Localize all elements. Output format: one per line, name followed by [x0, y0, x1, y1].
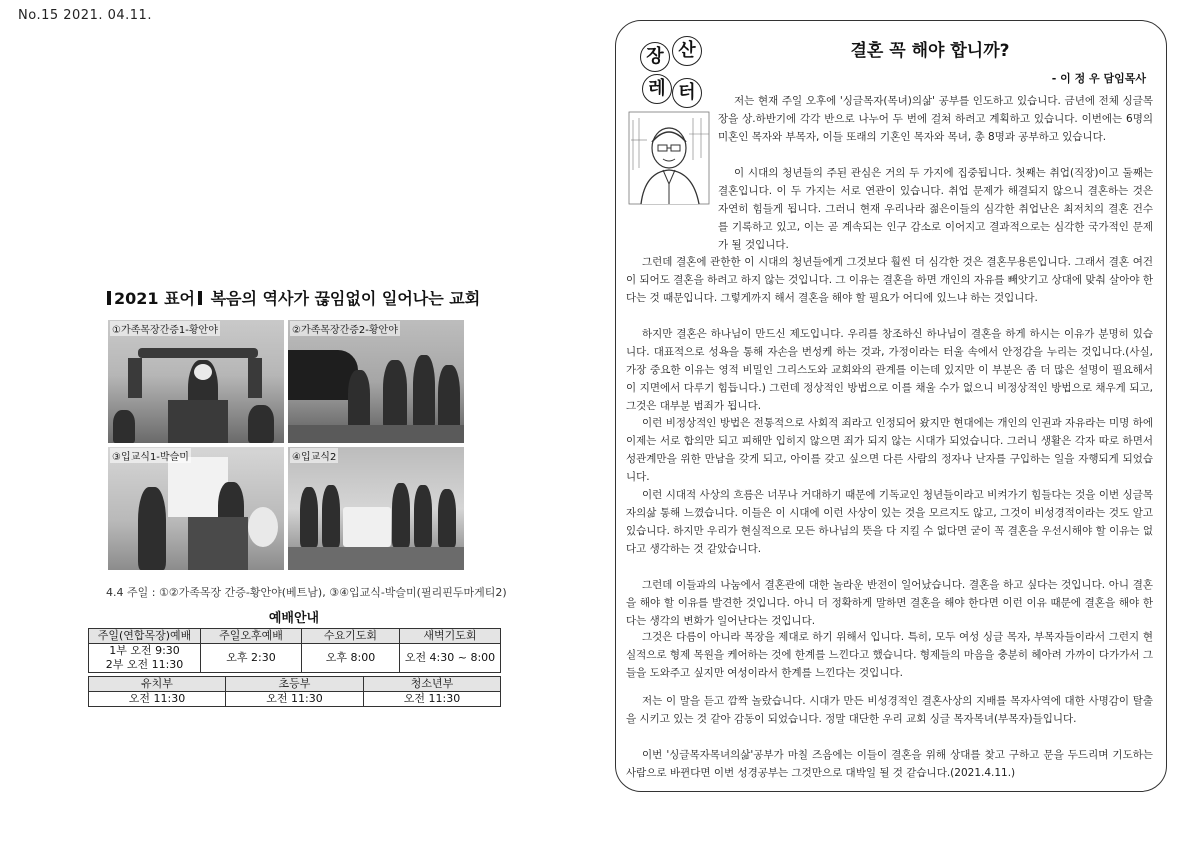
motto-text: 복음의 역사가 끊임없이 일어나는 교회	[210, 289, 481, 308]
photo-testimony-1	[108, 320, 284, 443]
cell-dawn-prayer: 오전 4:30 ~ 8:00	[400, 644, 501, 673]
cell-sunday-afternoon: 오후 2:30	[201, 644, 302, 673]
sunday-second-service: 2부 오전 11:30	[105, 658, 184, 671]
motto-bar-right	[198, 291, 202, 305]
motto-heading	[104, 286, 504, 309]
photo-confirmation-2	[288, 447, 464, 570]
column-badge-char-2: 산	[672, 36, 702, 66]
column-badge-char-1: 장	[640, 42, 670, 72]
photo-description: 4.4 주일 : ①②가족목장 간증-황안야(베트남), ③④입교식-박슬미(필리핀두마게티2)	[106, 586, 507, 599]
header-sunday-afternoon: 주일오후예배	[201, 629, 302, 644]
header-wednesday-prayer: 수요기도회	[302, 629, 400, 644]
motto-year: 2021 표어	[114, 289, 196, 308]
cell-elementary: 오전 11:30	[226, 692, 364, 707]
article-paragraph-6: 이런 시대적 사상의 흐름은 너무나 거대하기 때문에 기독교인 청년들이라고 비켜가기 힘들다는 것을 이번 싱글목자의삶 통해 느꼈습니다. 이들은 이 시대에 이런 사상이 있는 것을 모르지도 않고, 그것이 비성경적이라는 것도 알고 있습니다. 하지만 우리가 현실적으로 모든 하나님의 뜻을 다 지킬 수 없다면 굳이 꼭 결혼을 우선시해야 할 이유는 없다고 생각하는 것 같았습니다.	[626, 489, 1153, 555]
cell-kindergarten: 오전 11:30	[89, 692, 226, 707]
article-title: 결혼 꼭 해야 합니까?	[850, 41, 1010, 61]
photo-confirmation-1	[108, 447, 284, 570]
pastor-portrait-sketch	[627, 110, 711, 206]
header-youth: 청소년부	[364, 677, 501, 692]
cell-sunday-service	[89, 644, 201, 673]
photo-caption-4: ④입교식2	[290, 448, 338, 463]
article-paragraph-10: 이번 '싱글목자목녀의삶'공부가 마칠 즈음에는 이들이 결혼을 위해 상대를 찾고 구하고 문을 두드리며 기도하는 사람으로 바뀐다면 이번 성경공부는 그것만으로 대박일 될 것 같습니다.(2021.4.11.)	[626, 749, 1153, 779]
article-paragraph-8: 그것은 다름이 아니라 목장을 제대로 하기 위해서 입니다. 특히, 모두 여성 싱글 목자, 부목자들이라서 그런지 현실적으로 형제 목원을 케어하는 것에 한계를 느낀다고 했습니다. 형제들의 마음을 충분히 헤아려 가까이 다가가서 그들을 도와주고 싶지만 여성이라서 한계를 느낀다는 것입니다.	[626, 631, 1153, 679]
cell-youth: 오전 11:30	[364, 692, 501, 707]
article-paragraph-7: 그런데 이들과의 나눔에서 결혼관에 대한 놀라운 반전이 일어났습니다. 결혼을 하고 싶다는 것입니다. 아니 결혼을 해야 할 이유를 발견한 것입니다. 아니 더 정확하게 말하면 결혼을 해야 한다면 이런 이유 때문에 결혼을 해야 한다는 생각의 변화가 일어난다는 것입니다.	[626, 579, 1153, 627]
header-dawn-prayer: 새벽기도회	[400, 629, 501, 644]
article-paragraph-3: 그런데 결혼에 관한한 이 시대의 청년들에게 그것보다 훨씬 더 심각한 것은 결혼무용론입니다. 그래서 결혼 여건이 되어도 결혼을 하려고 하지 않는 것입니다. 그 이유는 결혼을 하면 개인의 자유를 빼앗기고 상대에 맞춰 살아야 한다는 것 때문입니다. 그렇게까지 해서 결혼을 해야 할 필요가 어디에 있느냐 하는 것입니다.	[626, 256, 1153, 304]
article-paragraph-9: 저는 이 말을 듣고 깜짝 놀랐습니다. 시대가 만든 비성경적인 결혼사상의 지배를 목자사역에 대한 사명감이 탈출을 시키고 있는 것 같아 감동이 되었습니다. 정말 대단한 우리 교회 싱글 목자목녀(부목자)들입니다.	[626, 695, 1153, 725]
worship-title: 예배안내	[268, 611, 320, 626]
photo-grid	[108, 320, 464, 570]
photo-caption-1: ①가족목장간증1-황안야	[110, 321, 220, 336]
worship-schedule-table	[88, 628, 501, 673]
sunday-first-service: 1부 오전 9:30	[109, 644, 180, 657]
article-author: - 이 정 우 담임목사	[1051, 72, 1146, 85]
header-elementary: 초등부	[226, 677, 364, 692]
header-kindergarten: 유치부	[89, 677, 226, 692]
article-paragraph-5: 이런 비정상적인 방법은 전통적으로 사회적 죄라고 인정되어 왔지만 현대에는 개인의 인권과 자유라는 미명 하에 이제는 서로 합의만 되고 피해만 입히지 않으면 죄가 되지 않는 시대가 되었습니다. 그러니 생활은 각자 따로 하면서 성관계만을 위한 만남을 갖게 되고, 아이를 갖고 싶으면 다른 사람의 정자나 난자를 구입하는 일을 자행되게 되었습니다.	[626, 417, 1153, 483]
photo-caption-2: ②가족목장간증2-황안야	[290, 321, 400, 336]
cell-wednesday-prayer: 오후 8:00	[302, 644, 400, 673]
photo-caption-3: ③입교식1-박슬미	[110, 448, 191, 463]
article-paragraph-2: 이 시대의 청년들의 주된 관심은 거의 두 가지에 집중됩니다. 첫째는 취업(직장)이고 둘째는 결혼입니다. 이 두 가지는 서로 연관이 있습니다. 취업 문제가 해결되지 않으니 결혼하는 것은 자연히 힘들게 됩니다. 그러니 현재 우리나라 젊은이들의 심각한 취업난은 최저치의 결혼 건수를 기록하고 있고, 이는 곧 계속되는 인구 감소로 이어지고 결과적으로는 심각한 국가적인 문제가 될 것입니다.	[718, 167, 1153, 251]
photo-testimony-2	[288, 320, 464, 443]
article-paragraph-1: 저는 현재 주일 오후에 '싱글목자(목녀)의삶' 공부를 인도하고 있습니다. 금년에 전체 싱글목장을 상.하반기에 각각 반으로 나누어 두 번에 걸쳐 하려고 계획하고 있습니다. 이번에는 6명의 미혼인 목자와 부목자, 이들 또래의 기혼인 목자와 목녀, 총 8명과 공부하고 있습니다.	[718, 95, 1153, 143]
column-badge-char-4: 터	[672, 78, 702, 108]
header-sunday-service: 주일(연합목장)예배	[89, 629, 201, 644]
issue-number: No.15 2021. 04.11.	[18, 8, 152, 23]
motto-bar-left	[107, 291, 111, 305]
department-schedule-table	[88, 676, 501, 707]
article-paragraph-4: 하지만 결혼은 하나님이 만드신 제도입니다. 우리를 창조하신 하나님이 결혼을 하게 하시는 이유가 분명히 있습니다. 대표적으로 성욕을 통해 자손을 번성케 하는 것과, 가정이라는 터울 속에서 안정감을 누리는 것입니다.(사실, 가장 중요한 이유는 영적 비밀인 그리스도와 교회와의 관계를 이는데 있지만 이 부분은 좀 더 많은 설명이 필요해서 이 지면에서 다루기 힘듭니다.) 그런데 정상적인 방법으로 이를 채울 수가 없으니 비정상적인 방법으로 채우게 되고, 그것은 대부분 범죄가 됩니다.	[626, 328, 1153, 412]
column-badge-char-3: 레	[642, 74, 672, 104]
